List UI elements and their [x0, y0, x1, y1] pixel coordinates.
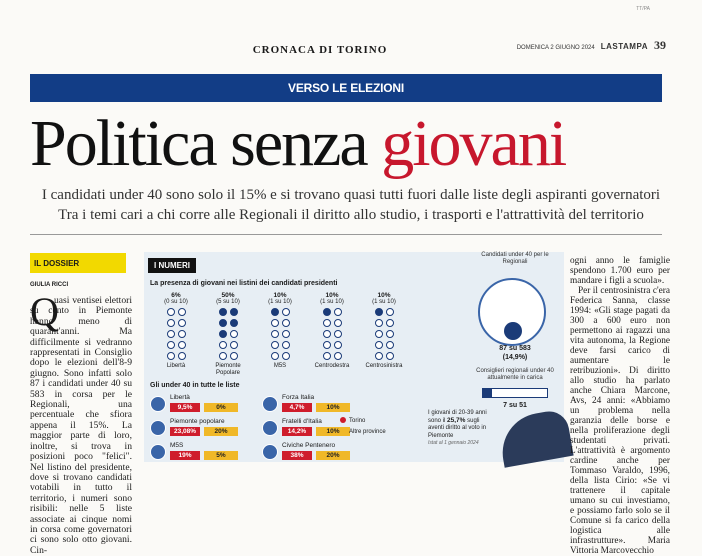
- newspaper-logo: LASTAMPA: [600, 42, 648, 51]
- listino-dot: [334, 319, 342, 327]
- councillors-bar: [482, 388, 548, 398]
- listino-dot: [323, 330, 331, 338]
- listino-dot: [386, 341, 394, 349]
- listino-dot: [178, 352, 186, 360]
- listino-dot: [375, 352, 383, 360]
- youth-note-pct: 25,7%: [447, 417, 466, 425]
- youth-note-rest: sugli aventi diritto al voto in Piemonte: [428, 418, 487, 439]
- legend-torino: Torino: [340, 416, 386, 427]
- article-paragraph-right-1: ogni anno le famiglie spendono 1.700 euro per mandare i figli a scuola».: [570, 256, 670, 286]
- drop-cap: Q: [30, 289, 59, 334]
- listino-dot: [323, 319, 331, 327]
- party-name: Piemonte popolare: [170, 418, 225, 425]
- listino-label: Centrodestra: [314, 363, 350, 369]
- party-torino-value: 23,08%: [170, 427, 200, 436]
- party-row: [150, 394, 258, 416]
- legend: [340, 416, 386, 438]
- listino-dot: [282, 319, 290, 327]
- listino-count: (1 su 10): [372, 299, 396, 305]
- listino-dots: [362, 308, 406, 360]
- article-body-left: [30, 296, 132, 556]
- party-row: [150, 442, 258, 464]
- listino-dot: [167, 330, 175, 338]
- subheadline-2: Tra i temi cari a chi corre alle Regionali il diritto allo studio, i trasporti e l'attrattività del territorio: [58, 207, 644, 223]
- page-header: [0, 38, 702, 64]
- party-row: [262, 394, 370, 416]
- party-altre-value: 20%: [204, 427, 238, 436]
- issue-date: DOMENICA 2 GIUGNO 2024: [516, 45, 595, 51]
- listino-dot: [375, 308, 383, 316]
- listino-dot: [167, 319, 175, 327]
- party-altre-value: 10%: [316, 427, 350, 436]
- listino-dot: [386, 319, 394, 327]
- dossier-tag: IL DOSSIER: [30, 253, 126, 273]
- listino-dot: [323, 308, 331, 316]
- divider: [30, 234, 662, 235]
- party-logo-icon: [150, 444, 166, 460]
- listino-dot: [230, 308, 238, 316]
- party-torino-value: 4,7%: [282, 403, 312, 412]
- listino-dots: [258, 308, 302, 360]
- party-name: Libertà: [170, 394, 190, 401]
- youth-note-lead: I giovani di 20-39 anni sono il: [428, 410, 487, 425]
- listino-dot: [386, 330, 394, 338]
- listino-dot: [219, 330, 227, 338]
- listino-pct: 10%: [273, 292, 287, 299]
- legend-torino-swatch: [340, 417, 346, 423]
- listino-dot: [386, 352, 394, 360]
- listino-grid: [362, 292, 406, 370]
- article-body-right: [570, 256, 670, 556]
- listino-dot: [271, 352, 279, 360]
- listino-dot: [219, 319, 227, 327]
- listino-dot: [271, 330, 279, 338]
- listino-pct: 10%: [377, 292, 391, 299]
- headline-part2: giovani: [381, 107, 566, 180]
- listino-dot: [167, 341, 175, 349]
- party-logo-icon: [150, 396, 166, 412]
- party-torino-value: 19%: [170, 451, 200, 460]
- listino-dot: [282, 308, 290, 316]
- headline-part1: Politica senza: [30, 107, 382, 180]
- infographic-tag: I NUMERI: [148, 258, 196, 273]
- subheadline-1: I candidati under 40 sono solo il 15% e si trovano quasi tutti fuori dalle liste degli aspiranti governatori: [41, 187, 661, 203]
- councillors-label: Consiglieri regionali under 40 attualmente in carica: [476, 368, 554, 381]
- listino-dot: [282, 341, 290, 349]
- article-paragraph-right-2: Per il centrosinistra c'era Federica Sanna, classe 1994: «Gli stage pagati da 300 a 600 euro non permettono ai ragazzi una vita autonoma, la Regione deve farsi carico di aumentare le retribuzioni». Di diritto allo studio ha parlato anche Chiara Marcone, Avs, 24 anni: «Abbiamo un problema nella garanzia delle borse e nella proliferazione degli studentati privati. L'attrattività è argomento cardine anche per Tommaso Varaldo, 1996, della lista Cirio: «Se vi trattenere il capitale umano su cui investiamo, e possiamo farlo solo se il Comune si fa carico della logistica alle infrastrutture». Maria Vittoria Marcovecchio: [570, 286, 670, 556]
- listino-dots: [154, 308, 198, 360]
- listino-dot: [375, 330, 383, 338]
- listino-dot: [178, 308, 186, 316]
- party-logo-icon: [262, 420, 278, 436]
- listino-label: M5S: [273, 363, 287, 369]
- party-logo-icon: [262, 444, 278, 460]
- party-logo-icon: [262, 396, 278, 412]
- party-torino-value: 38%: [282, 451, 312, 460]
- listino-dot: [282, 352, 290, 360]
- listino-dot: [271, 319, 279, 327]
- councillors-ratio: 7 su 51: [503, 402, 527, 409]
- candidates-ratio: 87 su 583 (14,9%): [499, 345, 531, 361]
- party-name: Civiche Pentenero: [282, 442, 336, 449]
- party-torino-value: 14,2%: [282, 427, 312, 436]
- kicker-banner: VERSO LE ELEZIONI: [30, 74, 662, 102]
- listino-dots: [206, 308, 250, 360]
- article-paragraph: uasi ventisei elettori su cento in Piemonte hanno meno di quarant'anni. Ma difficilmente si vedranno rappresentati in Consiglio dopo le elezioni dell'8-9 giugno. Sono infatti solo 87 i candidati under 40 su 583 in corsa per le Regionali, una percentuale che sfiora appena il 15%. La maggior parte di loro, inoltre, si trova in posizioni poco "felici". Nel listino del presidente, dove si trovano candidati votabili in tutto il territorio, i numeri sono risibili: nelle 5 liste associate ai cinque nomi in corsa come governatori ci sono solo otto giovani. Cin-: [30, 295, 132, 556]
- party-torino-value: 9,5%: [170, 403, 200, 412]
- listino-pct: 50%: [221, 292, 235, 299]
- listino-dot: [178, 330, 186, 338]
- page-number: 39: [654, 38, 666, 52]
- listino-label: Piemonte Popolare: [215, 363, 241, 376]
- listino-pct: 6%: [171, 292, 181, 299]
- listino-pct: 10%: [325, 292, 339, 299]
- infographic-title-listini: La presenza di giovani nei listini dei candidati presidenti: [150, 280, 338, 287]
- listino-dot: [219, 341, 227, 349]
- listino-grid: [310, 292, 354, 370]
- legend-altre-swatch: [340, 428, 346, 434]
- listino-count: (1 su 10): [268, 299, 292, 305]
- candidates-label: Candidati under 40 per le Regionali: [481, 252, 549, 265]
- listino-grid: [154, 292, 198, 370]
- listino-dot: [230, 319, 238, 327]
- listino-dot: [375, 341, 383, 349]
- listino-dots: [310, 308, 354, 360]
- listino-grid: [258, 292, 302, 370]
- listino-dot: [271, 341, 279, 349]
- party-altre-value: 5%: [204, 451, 238, 460]
- listino-dot: [334, 352, 342, 360]
- listino-dot: [323, 352, 331, 360]
- section-title: CRONACA DI TORINO: [252, 44, 388, 56]
- listino-dot: [334, 341, 342, 349]
- party-altre-value: 10%: [316, 403, 350, 412]
- listino-grid: [206, 292, 250, 377]
- party-altre-value: 20%: [316, 451, 350, 460]
- listino-dot: [219, 352, 227, 360]
- listino-dot: [230, 341, 238, 349]
- listino-dot: [219, 308, 227, 316]
- youth-note-source: Istat al 1 gennaio 2024: [428, 439, 479, 446]
- councillors-bar-fill: [483, 389, 492, 397]
- infographic-title-liste: Gli under 40 in tutte le liste: [150, 382, 240, 389]
- listino-dot: [386, 308, 394, 316]
- party-name: Fratelli d'Italia: [282, 418, 322, 425]
- header-meta: [517, 38, 666, 53]
- youth-note: [428, 410, 488, 447]
- listino-label: Centrosinistra: [365, 363, 403, 369]
- party-name: Forza Italia: [282, 394, 315, 401]
- listino-dot: [178, 341, 186, 349]
- listino-label: Libertà: [166, 363, 186, 369]
- candidates-circle-fill: [504, 322, 522, 340]
- listino-dot: [167, 352, 175, 360]
- party-row: [262, 442, 370, 464]
- party-name: M5S: [170, 442, 184, 449]
- author-byline: GIULIA RICCI: [30, 282, 69, 288]
- party-logo-icon: [150, 420, 166, 436]
- listino-dot: [334, 308, 342, 316]
- listino-dot: [323, 341, 331, 349]
- headline: [30, 108, 670, 180]
- listini-grids: [154, 292, 414, 382]
- listino-dot: [167, 308, 175, 316]
- listino-dot: [271, 308, 279, 316]
- listino-count: (1 su 10): [320, 299, 344, 305]
- listino-dot: [230, 352, 238, 360]
- listino-dot: [178, 319, 186, 327]
- candidates-circle: [478, 278, 546, 346]
- listino-count: (0 su 10): [164, 299, 188, 305]
- party-row: [150, 418, 258, 440]
- listino-dot: [375, 319, 383, 327]
- legend-altre: Altre province: [340, 427, 386, 438]
- listino-dot: [334, 330, 342, 338]
- listino-dot: [230, 330, 238, 338]
- folio-code: TT/PA: [636, 6, 650, 12]
- listino-count: (5 su 10): [216, 299, 240, 305]
- listino-dot: [282, 330, 290, 338]
- party-altre-value: 0%: [204, 403, 238, 412]
